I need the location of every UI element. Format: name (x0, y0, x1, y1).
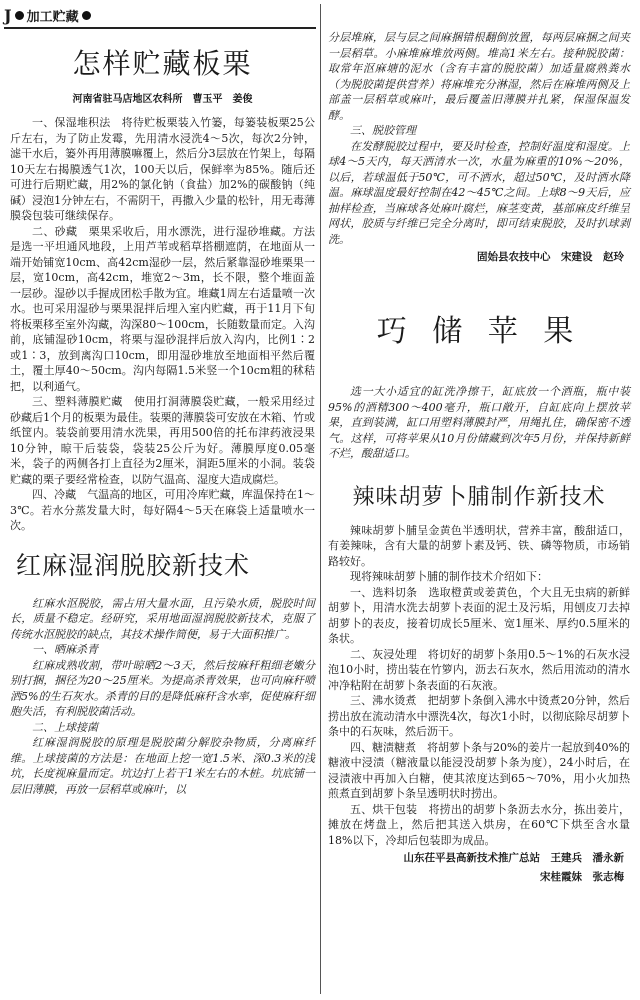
paragraph: 二、砂藏 栗果采收后，用水漂洗，进行湿砂堆藏。方法是选一平坦通风地段，上用芦苇或稻草搭棚遮荫，在地面从一端开始铺宽10cm、高42cm湿砂一层，然后紧靠湿砂堆栗果一层，宽10cm，高42cm，堆宽2～3m，长不限，整个堆面盖一层砂。湿砂以手握成团松手散为宜。堆藏1周左右适量喷一次水。也可采用湿砂与栗果混拌后埋入室内贮藏，再于11月下旬将板栗移至室外沟藏，沟深80～100cm，长随数量而定。入沟前，底铺湿砂10cm，将栗与湿砂混拌后放入沟内，比例1∶2或1∶3，放到离沟口10cm，即用湿砂堆放至地面相平然后覆土，覆土厚40～50cm。沟内每隔1.5米竖一个10cm粗的秫秸把，以利通气。 (10, 224, 315, 393)
article-carrot (328, 480, 630, 887)
paragraph: 四、冷藏 气温高的地区，可用冷库贮藏，库温保持在1～3℃。若水分蒸发量大时，每好隔4～5天在麻袋上适量喷水一次。 (10, 488, 315, 532)
article-title: 怎样贮藏板栗 (72, 47, 253, 80)
paragraph: 三、塑料薄膜贮藏 使用打洞薄膜袋贮藏，一般采用经过砂藏后1个月的板栗为最佳。装栗的薄膜袋可安放在木箱、竹或纸筐内。装袋前要用清水洗果，再用500倍的托布津药液浸果10分钟，晾干后装袋，袋装25公斤为好。薄膜厚度0.05毫米，袋子的两侧各打上直径为2厘米，洞距5厘米的小洞。装袋贮藏的栗子要经常检查，以防气温高、湿度大造成腐烂。 (10, 395, 315, 486)
paragraph: 三、沸水烫煮 把胡萝卜条倒入沸水中烫煮20分钟，然后捞出放在流动清水中漂洗4次，每次1小时，以彻底除尽胡萝卜条中的石灰味，然后沥干。 (328, 694, 630, 738)
paragraph: 在发酵脱胶过程中，要及时检查，控制好温度和湿度。上球4～5天内，每天洒清水一次，水量为麻重的10%～20%，以后，若球温低于50℃，可不洒水，超过50℃，及时洒水降温。麻球温度最好控制在42～45℃之间。上球8～9天后，应抽样检查，当麻球各处麻叶腐烂，麻茎变黄，基部麻皮纤维呈网状，胶质与纤维已完全分离时，即可结束脱胶，及时扒球剥洗。 (328, 139, 630, 246)
paragraph: 红麻成熟收割，带叶晾晒2～3天，然后按麻秆粗细老嫩分别打捆，捆径为20～25厘米。为提高杀青效果，也可向麻秆喷洒5%的生石灰水。杀青的目的是降低麻秆含水率，促使麻秆细胞失活，有利脱胶菌活动。 (10, 658, 315, 718)
bullet-icon (15, 11, 24, 20)
paragraph: 现将辣味胡萝卜脯的制作技术介绍如下： (350, 570, 548, 583)
paragraph: 辣味胡萝卜脯呈金黄色半透明状，营养丰富，酸甜适口，有姜辣味，含有大量的胡萝卜素及钙、铁、磷等物质，市场销路较好。 (328, 523, 630, 568)
subheading: 二、上球接菌 (32, 720, 98, 734)
article-title: 辣味胡萝卜脯制作新技术 (352, 484, 606, 510)
subheading: 三、脱胶管理 (350, 124, 416, 137)
paragraph: 红麻水沤脱胶，需占用大量水面，且污染水质，脱胶时间长，质量不稳定。经研究，采用地面湿润脱胶新技术，克服了传统水沤脱胶的缺点，其技术操作简便，易于大面积推广。 (10, 596, 315, 641)
paragraph: 选一大小适宜的缸洗净擦干，缸底放一个酒瓶，瓶中装95%的酒精300～400毫升，瓶口敞开，自缸底向上摆放苹果，直到装满，缸口用塑料薄膜封严，用绳扎住，确保密不透气。这样，可将苹果从10月份储藏到次年5月份，并保持新鲜不烂，酸甜适口。 (328, 385, 630, 460)
article-chestnut (10, 42, 315, 534)
section-letter: J (4, 5, 12, 25)
paragraph: 分层堆麻，层与层之间麻捆错根翻倒放置，每两层麻捆之间夹一层稻草。小麻堆麻堆放两侧。堆高1米左右。接种脱胶菌：取常年沤麻塘的泥水（含有丰富的脱胶菌）加适量腐熟粪水（为脱胶菌提供营养）将麻堆充分淋湿，然后在麻堆两侧及上部盖一层稻草或麻叶，最后覆盖旧薄膜并扎紧，保湿保温发酵。 (328, 31, 630, 122)
left-column (10, 30, 315, 797)
subheading: 一、晒麻杀青 (32, 643, 98, 656)
paragraph: 二、灰浸处理 将切好的胡萝卜条用0.5～1%的石灰水浸泡10小时，捞出装在竹箩内，沥去石灰水，然后用流动的清水冲净粘附在胡萝卜条表面的石灰液。 (328, 647, 630, 692)
article-kenaf (10, 546, 315, 798)
paragraph: 一、保湿堆积法 将待贮板栗装入竹篓，每篓装板栗25公斤左右，为了防止发霉，先用清水浸洗4～5次，每次2分钟，滤干水后，篓外再用薄膜嘛覆上，然后分3层放在竹架上，每隔10天左右揭膜透气1次，100天以后，保鲜率为85%。随后还可进行后期贮藏，用2%的氯化钠（食盐）加2%的碳酸钠（纯碱）浸泡1分钟左右，不需阴干，再撒入少量的松针，用无毒薄膜袋包装可继续保存。 (10, 116, 315, 222)
article-credit: 山东茌平县高新技术推广总站 王建兵 潘永新 (403, 852, 624, 864)
right-column (328, 30, 630, 886)
column-divider (320, 4, 321, 994)
article-credit: 固始县农技中心 宋建设 赵玲 (477, 251, 624, 263)
paragraph: 五、烘干包装 将捞出的胡萝卜条沥去水分，拣出姜片，摊放在烤盘上，然后把其送入烘房，在60℃下烘至含水量18%以下，冷却后包装即为成品。 (328, 802, 630, 847)
article-apple (328, 306, 630, 462)
header-rule (4, 27, 316, 29)
article-kenaf-continued (328, 30, 630, 247)
paragraph: 红麻湿润脱胶的原理是脱胶菌分解胶杂物质，分离麻纤维。上球接菌的方法是：在地面上挖一宽1.5米、深0.3米的浅坑，长度视麻量而定。坑边打上若干1米左右的木桩。坑底铺一层旧薄膜，再放一层稻草或麻叶，以 (10, 736, 315, 796)
bullet-icon (82, 11, 91, 20)
article-title: 红麻湿润脱胶新技术 (16, 550, 251, 580)
article-title: 巧 储 苹 果 (376, 314, 582, 349)
paragraph: 一、选料切条 选取橙黄或姜黄色，个大且无虫病的新鲜胡萝卜，用清水洗去胡萝卜表面的泥土及污垢，用刨皮刀去掉胡萝卜的表皮，接着切成长5厘米、宽1厘米、厚约0.5厘米的条状。 (328, 585, 630, 645)
section-name: 加工贮藏 (26, 9, 79, 25)
section-header (4, 4, 94, 26)
article-byline: 河南省驻马店地区农科所 曹玉平 姜俊 (72, 94, 253, 105)
paragraph: 四、糖渍糖煮 将胡萝卜条与20%的姜片一起放到40%的糖液中浸渍（糖液量以能浸没胡萝卜条为度），24小时后，在浸渍液中再加入白糖，使其浓度达到65～70%，用小火加热煎煮直到胡萝卜条呈透明状时捞出。 (328, 740, 630, 800)
article-credit-2: 宋桂霞妹 张志梅 (540, 871, 624, 883)
